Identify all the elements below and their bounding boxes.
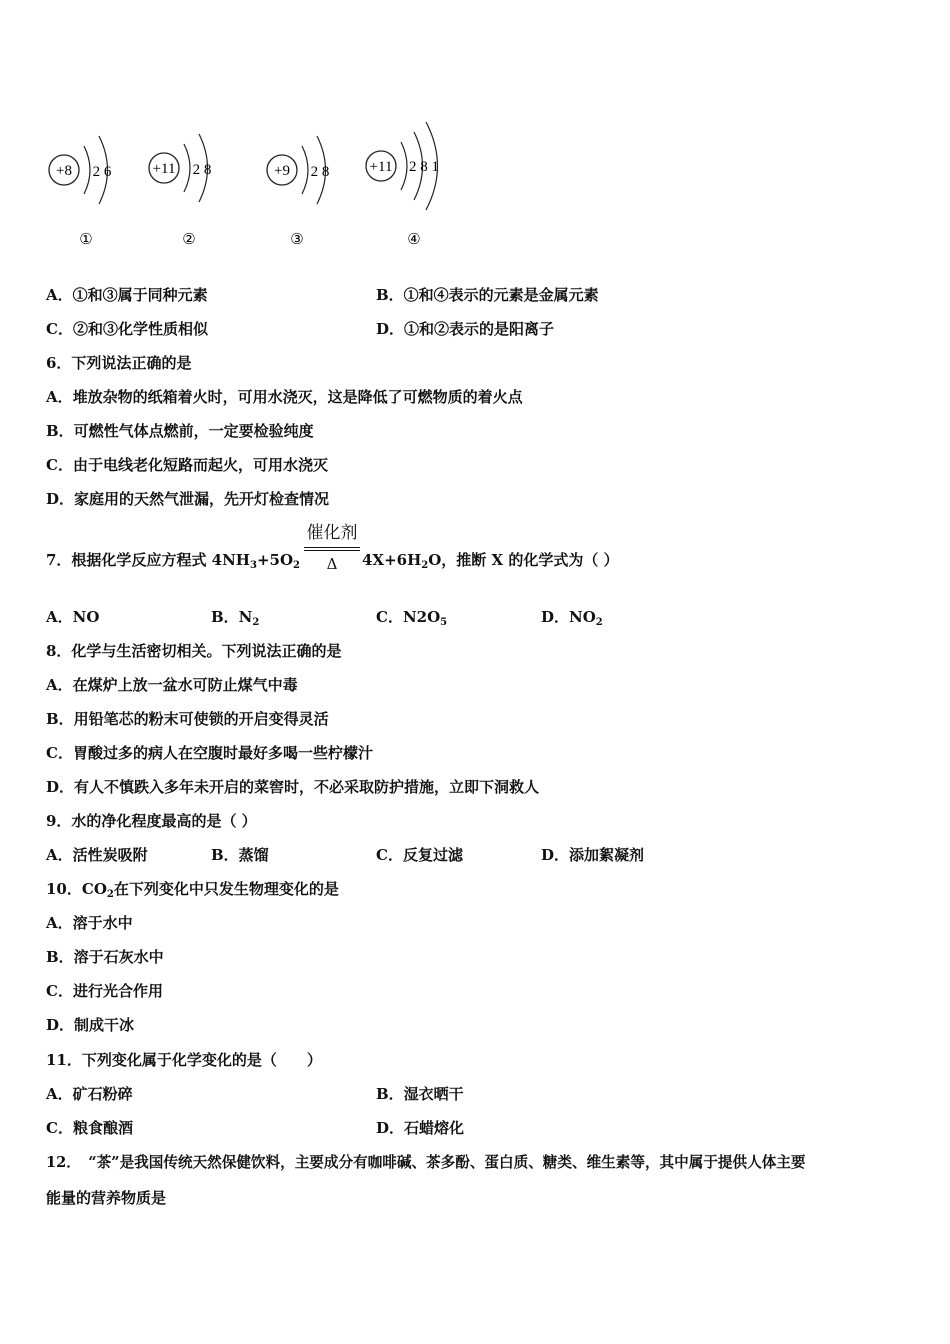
atom-diagram-4: [366, 122, 439, 248]
q7-option-d: D．$NO_2$: [541, 608, 603, 628]
atom-label-2: ②: [182, 232, 196, 248]
atom-label-1: ①: [79, 232, 93, 248]
q11-option-c: C．粮食酿酒: [46, 1119, 133, 1137]
q9-option-c: C．反复过滤: [376, 846, 463, 864]
q7-question: O，推断 X 的化学式为（ ）: [428, 551, 619, 569]
q9-option-a: A．活性炭吸附: [46, 846, 148, 864]
q5-option-b: B．①和④表示的元素是金属元素: [376, 286, 599, 304]
nucleus-charge-4: +11: [369, 159, 393, 175]
q12-stem-line-1: 12． “茶”是我国传统天然保健饮料，主要成分有咖啡碱、茶多酚、蛋白质、糖类、维生素等，其中属于提供人体主要: [46, 1154, 806, 1171]
heat-symbol: Δ: [326, 555, 338, 573]
q8-option-a: A．在煤炉上放一盆水可防止煤气中毒: [46, 676, 298, 694]
q6-stem: 6．下列说法正确的是: [46, 354, 192, 372]
q12-stem-line-2: 能量的营养物质是: [46, 1189, 167, 1207]
q8-stem: 8．化学与生活密切相关。下列说法正确的是: [46, 642, 342, 660]
nucleus-charge-3: +9: [274, 163, 290, 179]
q7-sub-3: 2: [421, 560, 429, 571]
q10-stem: 10．$CO_2$在下列变化中只发生物理变化的是: [46, 880, 339, 900]
q11-option-b: B．湿衣晒干: [376, 1085, 464, 1103]
q9-stem: 9．水的净化程度最高的是（ ）: [46, 812, 257, 830]
reaction-arrow-condition: [304, 522, 360, 575]
q6-option-a: A．堆放杂物的纸箱着火时，可用水浇灭，这是降低了可燃物质的着火点: [46, 388, 523, 406]
nucleus-charge-2: +11: [152, 161, 176, 177]
q6-option-d: D．家庭用的天然气泄漏，先开灯检查情况: [46, 490, 330, 508]
q8-option-b: B．用铅笔芯的粉末可使锁的开启变得灵活: [46, 710, 329, 728]
q5-option-c: C．②和③化学性质相似: [46, 320, 208, 338]
nucleus-charge-1: +8: [56, 163, 72, 179]
q11-option-a: A．矿石粉碎: [46, 1085, 133, 1103]
atom-diagram-1: [49, 136, 112, 248]
q7-sub-1: 3: [249, 560, 257, 571]
q6-option-b: B．可燃性气体点燃前，一定要检验纯度: [46, 422, 314, 440]
electron-shells-1: 2 6: [92, 164, 112, 180]
electron-shells-3: 2 8: [310, 164, 330, 180]
atom-diagram-2: [149, 134, 211, 248]
q11-stem: 11．下列变化属于化学变化的是（ ）: [46, 1051, 322, 1069]
q8-option-c: C．胃酸过多的病人在空腹时最好多喝一些柠檬汁: [46, 744, 373, 762]
atom-label-4: ④: [407, 232, 421, 248]
q9-option-b: B．蒸馏: [211, 846, 269, 864]
q10-option-a: A．溶于水中: [46, 914, 133, 932]
electron-shells-4: 2 8 1: [409, 159, 439, 175]
atom-diagram-3: [267, 136, 329, 248]
atom-label-3: ③: [290, 232, 304, 248]
q7-products: 4X+6H: [362, 551, 422, 569]
q8-option-d: D．有人不慎跌入多年未开启的菜窖时，不必采取防护措施，立即下洞救人: [46, 778, 540, 796]
q7-option-c: C．$N2O_5$: [376, 608, 448, 628]
q5-option-a: A．①和③属于同种元素: [46, 286, 208, 304]
q7-sub-2: 2: [293, 560, 300, 571]
q9-option-d: D．添加絮凝剂: [541, 846, 645, 864]
q10-option-d: D．制成干冰: [46, 1016, 135, 1034]
q7-option-b: B．$N_2$: [211, 608, 260, 628]
q7-mid: +5O: [256, 551, 294, 569]
q5-option-d: D．①和②表示的是阳离子: [376, 320, 555, 338]
atomic-structure-diagram: [44, 118, 464, 250]
catalyst-label: 催化剂: [306, 523, 358, 543]
q10-option-b: B．溶于石灰水中: [46, 948, 164, 966]
q10-option-c: C．进行光合作用: [46, 982, 163, 1000]
q6-option-c: C．由于电线老化短路而起火，可用水浇灭: [46, 456, 328, 474]
q7-option-a: A．NO: [46, 608, 100, 626]
q11-option-d: D．石蜡熔化: [376, 1119, 465, 1137]
electron-shells-2: 2 8: [192, 162, 212, 178]
q7-stem-pre: 7．根据化学反应方程式 4NH: [46, 551, 250, 569]
